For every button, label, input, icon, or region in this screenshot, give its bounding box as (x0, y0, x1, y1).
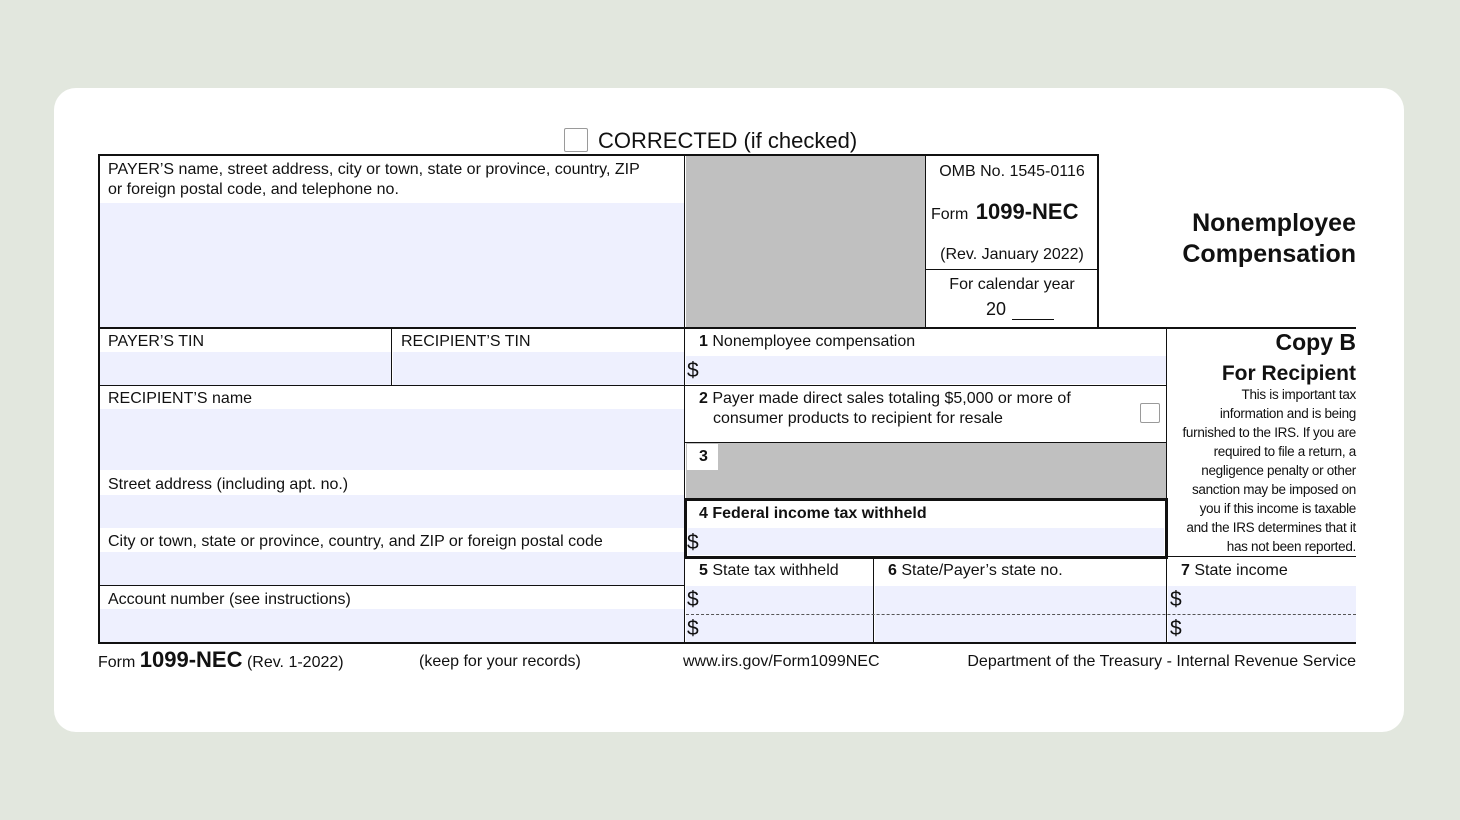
box4-label (699, 504, 927, 524)
box1-label-text: Nonemployee compensation (712, 333, 916, 350)
payer-name-field[interactable] (100, 203, 684, 327)
box5-label-text: State tax withheld (712, 562, 839, 579)
shaded-area-top (686, 156, 925, 327)
form-title-line2: Compensation (1182, 240, 1356, 268)
box2-number: 2 (699, 390, 708, 407)
footer-revision: (Rev. 1-2022) (246, 654, 344, 671)
box1-field[interactable] (686, 356, 1166, 384)
box7-dollar-1: $ (1170, 588, 1182, 611)
box5-dollar-1: $ (687, 588, 699, 611)
recipient-tin-field[interactable] (393, 352, 684, 385)
form-prefix (931, 199, 1079, 228)
box4-number: 4 (699, 505, 708, 522)
recipient-tin-label: RECIPIENT’S TIN (401, 333, 531, 350)
year-prefix: 20 (986, 299, 1007, 319)
copy-notice (1170, 385, 1356, 556)
street-address-label: Street address (including apt. no.) (108, 476, 349, 493)
account-number-field[interactable] (100, 609, 684, 642)
payer-tin-field[interactable] (100, 352, 391, 385)
copy-notice-line: and the IRS determines that it (1186, 520, 1356, 535)
box3-number: 3 (699, 448, 708, 465)
copy-notice-line: information and is being (1219, 406, 1356, 421)
copy-notice-line: required to file a return, a (1213, 444, 1356, 459)
copy-title: Copy B (1275, 329, 1356, 355)
footer-url[interactable]: www.irs.gov/Form1099NEC (683, 653, 880, 670)
recipient-name-field[interactable] (100, 409, 684, 470)
payer-name-label-line1: PAYER’S name, street address, city or town, state or province, country, ZIP (108, 161, 640, 178)
copy-notice-line: you if this income is taxable (1199, 501, 1356, 516)
copy-notice-line: sanction may be imposed on (1191, 482, 1356, 497)
box2-checkbox[interactable] (1140, 403, 1160, 423)
copy-notice-line: This is important tax (1241, 387, 1356, 402)
box5-number: 5 (699, 562, 708, 579)
box6-label-text: State/Payer’s state no. (901, 562, 1063, 579)
box4-label-text: Federal income tax withheld (712, 505, 927, 522)
box5-dollar-2: $ (687, 617, 699, 640)
box2-label-text: Payer made direct sales totaling $5,000 or more of (712, 390, 1071, 407)
box1-number: 1 (699, 333, 708, 350)
calendar-year-label: For calendar year (949, 276, 1075, 293)
box1-dollar: $ (687, 359, 699, 382)
box5-label (699, 561, 839, 581)
box6-number: 6 (888, 562, 897, 579)
form-title-line1: Nonemployee (1192, 209, 1356, 237)
footer-department: Department of the Treasury - Internal Revenue Service (967, 653, 1356, 670)
copy-notice-line: has not been reported. (1226, 539, 1356, 554)
payer-name-label-line2: or foreign postal code, and telephone no. (108, 181, 399, 198)
form-revision: (Rev. January 2022) (940, 246, 1084, 263)
box7-dollar-2: $ (1170, 617, 1182, 640)
account-number-label: Account number (see instructions) (108, 591, 351, 608)
box2-label-line2: consumer products to recipient for resale (713, 410, 1003, 427)
street-address-field[interactable] (100, 495, 684, 528)
payer-tin-label: PAYER’S TIN (108, 333, 205, 350)
copy-notice-line: negligence penalty or other (1201, 463, 1356, 478)
box6-label (888, 561, 1063, 581)
footer-form-number: 1099-NEC (139, 647, 243, 672)
box7-label-text: State income (1194, 562, 1288, 579)
box1-label (699, 332, 915, 352)
box7-label (1181, 561, 1288, 581)
footer-form-prefix: Form (98, 654, 136, 671)
box3-shaded (686, 443, 1166, 499)
box4-dollar: $ (687, 531, 699, 554)
omb-number: OMB No. 1545-0116 (939, 163, 1085, 180)
year-input[interactable] (1012, 319, 1054, 320)
recipient-name-label: RECIPIENT’S name (108, 390, 253, 407)
corrected-checkbox[interactable] (564, 128, 588, 152)
city-label: City or town, state or province, country, and ZIP or foreign postal code (108, 533, 603, 550)
copy-subtitle: For Recipient (1221, 362, 1356, 385)
footer-form-id (98, 647, 344, 676)
footer-keep-note: (keep for your records) (419, 653, 581, 670)
city-field[interactable] (100, 552, 684, 585)
box2-label-line1 (699, 389, 1071, 409)
copy-notice-line: furnished to the IRS. If you are (1182, 425, 1356, 440)
box7-number: 7 (1181, 562, 1190, 579)
form-number: 1099-NEC (975, 199, 1079, 224)
form-prefix-text: Form (931, 206, 969, 223)
corrected-label: CORRECTED (if checked) (598, 128, 858, 153)
